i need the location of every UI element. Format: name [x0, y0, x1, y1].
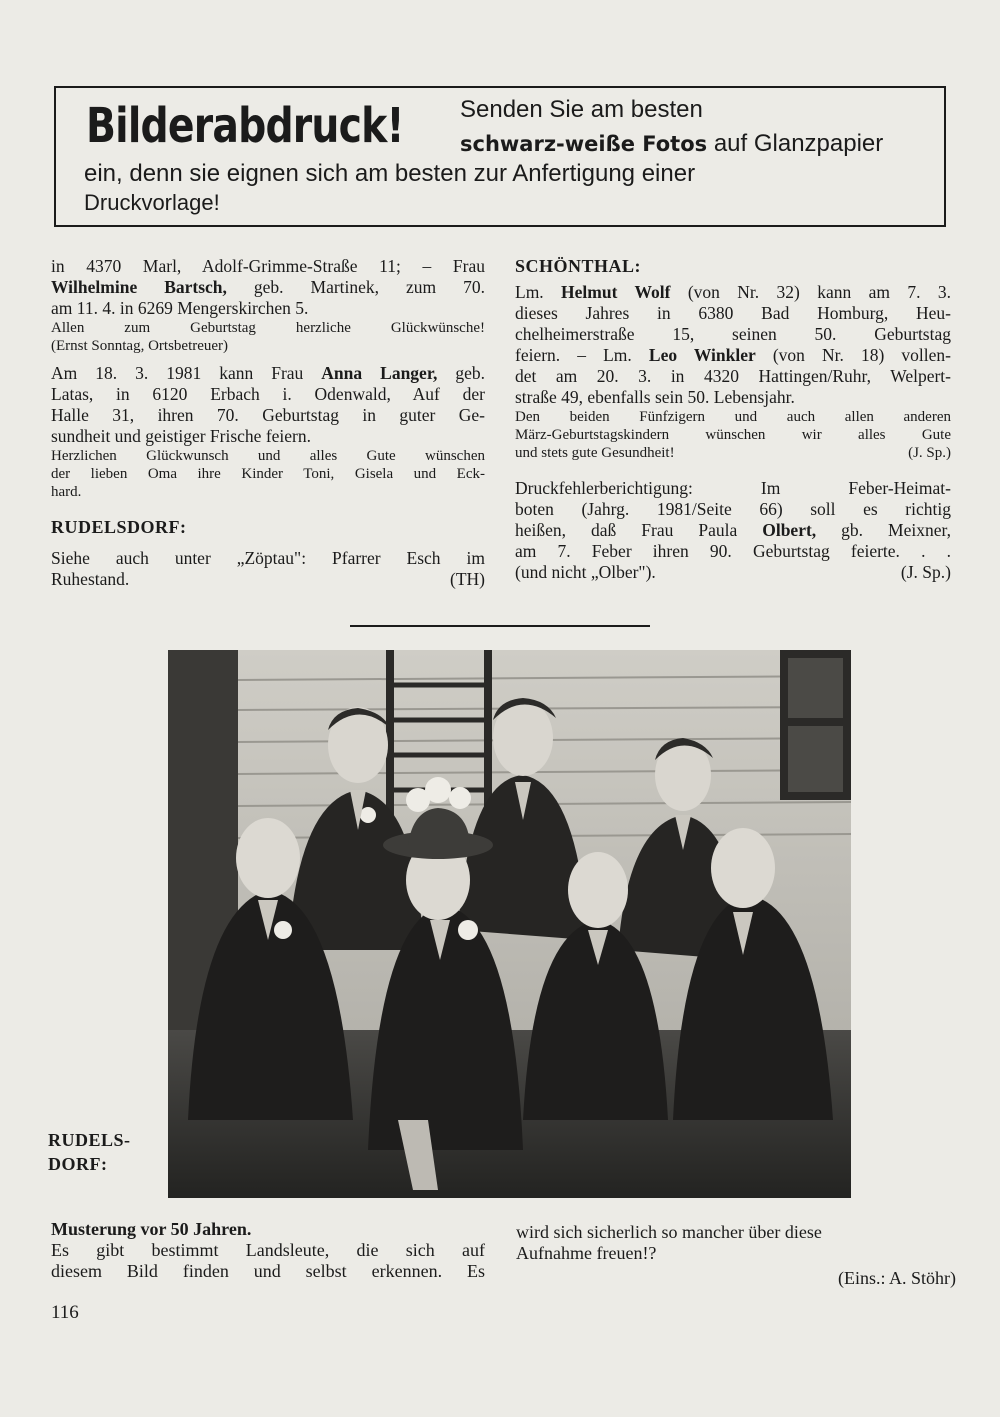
- text-fragment: heißen, daß Frau Paula: [515, 520, 763, 540]
- text-line: [515, 282, 951, 303]
- caption-title: Musterung vor 50 Jahren.: [51, 1219, 252, 1239]
- caption-line: Aufnahme freuen!?: [516, 1243, 657, 1263]
- notice-line-4: Druckvorlage!: [84, 190, 220, 215]
- text-line: Siehe auch unter „Zöptau": Pfarrer Esch im: [51, 548, 485, 568]
- notice-line-1: Senden Sie am besten: [460, 96, 703, 123]
- notice-headline: Bilderabdruck!: [86, 98, 404, 154]
- person-name: Olbert,: [762, 520, 817, 540]
- text-fragment: feiern. – Lm.: [515, 345, 649, 365]
- text-fragment: Ruhestand.: [51, 569, 130, 589]
- notice-box: [54, 86, 946, 227]
- text-fragment: (und nicht „Olber").: [515, 562, 656, 582]
- small-text-line: der lieben Oma ihre Kinder Toni, Gisela und Eck-: [51, 466, 485, 482]
- text-line: Latas, in 6120 Erbach i. Odenwald, Auf der: [51, 384, 485, 404]
- signature: (J. Sp.): [908, 445, 951, 461]
- signature: (J. Sp.): [900, 562, 951, 582]
- small-text-line: (Ernst Sonntag, Ortsbetreuer): [51, 338, 229, 354]
- caption-line: wird sich sicherlich so mancher über diese: [516, 1222, 822, 1242]
- text-line: straße 49, ebenfalls sein 50. Lebensjahr.: [515, 387, 795, 407]
- text-line: [51, 363, 485, 384]
- text-line: boten (Jahrg. 1981/Seite 66) soll es richtig: [515, 499, 951, 519]
- photo-side-caption: [48, 1128, 131, 1176]
- divider-rule: [350, 625, 650, 627]
- small-text-line: [515, 444, 951, 462]
- notice-bold-phrase: schwarz-weiße Fotos: [460, 132, 708, 156]
- notice-line-2-rest: auf Glanzpapier: [707, 130, 884, 157]
- text-fragment: Lm.: [515, 282, 562, 302]
- left-column: [51, 256, 485, 590]
- text-line: am 7. Feber ihren 90. Geburtstag feierte. . .: [515, 541, 951, 561]
- small-text-line: Herzlichen Glückwunsch und alles Gute wünschen: [51, 448, 485, 464]
- text-fragment: und stets gute Gesundheit!: [515, 445, 675, 461]
- right-column: [515, 256, 951, 583]
- person-name: Anna Langer,: [321, 363, 438, 383]
- group-photo: [168, 650, 851, 1198]
- text-line: chelheimerstraße 15, seinen 50. Geburtstag: [515, 324, 951, 344]
- text-fragment: (von Nr. 32) kann am 7. 3.: [670, 282, 951, 302]
- side-caption-line: RUDELS-: [48, 1130, 131, 1150]
- text-fragment: Am 18. 3. 1981 kann Frau: [51, 363, 322, 383]
- person-name: Wilhelmine Bartsch,: [51, 277, 227, 297]
- person-name: Leo Winkler: [648, 345, 756, 365]
- section-heading: RUDELSDORF:: [51, 517, 187, 537]
- photo-caption-right: [516, 1222, 956, 1289]
- caption-line: Es gibt bestimmt Landsleute, die sich auf: [51, 1240, 485, 1260]
- text-line: Halle 31, ihren 70. Geburtstag in guter Ge-: [51, 405, 485, 425]
- text-line: [515, 345, 951, 366]
- text-fragment: gb. Meixner,: [816, 520, 951, 540]
- small-text-line: hard.: [51, 484, 82, 500]
- page-number: 116: [51, 1302, 79, 1323]
- text-line: Druckfehlerberichtigung: Im Feber-Heimat-: [515, 478, 951, 498]
- small-text-line: Den beiden Fünfzigern und auch allen anderen: [515, 409, 951, 425]
- text-line: [51, 569, 485, 590]
- small-text-line: Allen zum Geburtstag herzliche Glückwünsche!: [51, 320, 485, 336]
- notice-line-3: ein, denn sie eignen sich am besten zur Anfertigung einer: [84, 160, 696, 187]
- signature: (Eins.: A. Stöhr): [837, 1268, 956, 1288]
- section-heading: SCHÖNTHAL:: [515, 256, 642, 276]
- text-line: [515, 562, 951, 583]
- notice-line-2: [460, 130, 883, 158]
- text-line: dieses Jahres in 6380 Bad Homburg, Heu-: [515, 303, 951, 323]
- group-photo-illustration: [168, 650, 851, 1198]
- photo-caption-left: [51, 1219, 485, 1282]
- caption-line: diesem Bild finden und selbst erkennen. Es: [51, 1261, 485, 1281]
- side-caption-line: DORF:: [48, 1154, 108, 1174]
- text-line: sundheit und geistiger Frische feiern.: [51, 426, 312, 446]
- text-line: in 4370 Marl, Adolf-Grimme-Straße 11; – Frau: [51, 256, 485, 276]
- text-line: [51, 277, 485, 298]
- text-line: am 11. 4. in 6269 Mengerskirchen 5.: [51, 298, 309, 318]
- text-fragment: geb.: [437, 363, 485, 383]
- signature: (TH): [450, 569, 485, 589]
- text-line: det am 20. 3. in 4320 Hattingen/Ruhr, Welpert-: [515, 366, 951, 386]
- text-fragment: geb. Martinek, zum 70.: [226, 277, 485, 297]
- text-line: [515, 520, 951, 541]
- person-name: Helmut Wolf: [561, 282, 671, 302]
- small-text-line: März-Geburtstagskindern wünschen wir alles Gute: [515, 427, 951, 443]
- text-fragment: (von Nr. 18) vollen-: [755, 345, 951, 365]
